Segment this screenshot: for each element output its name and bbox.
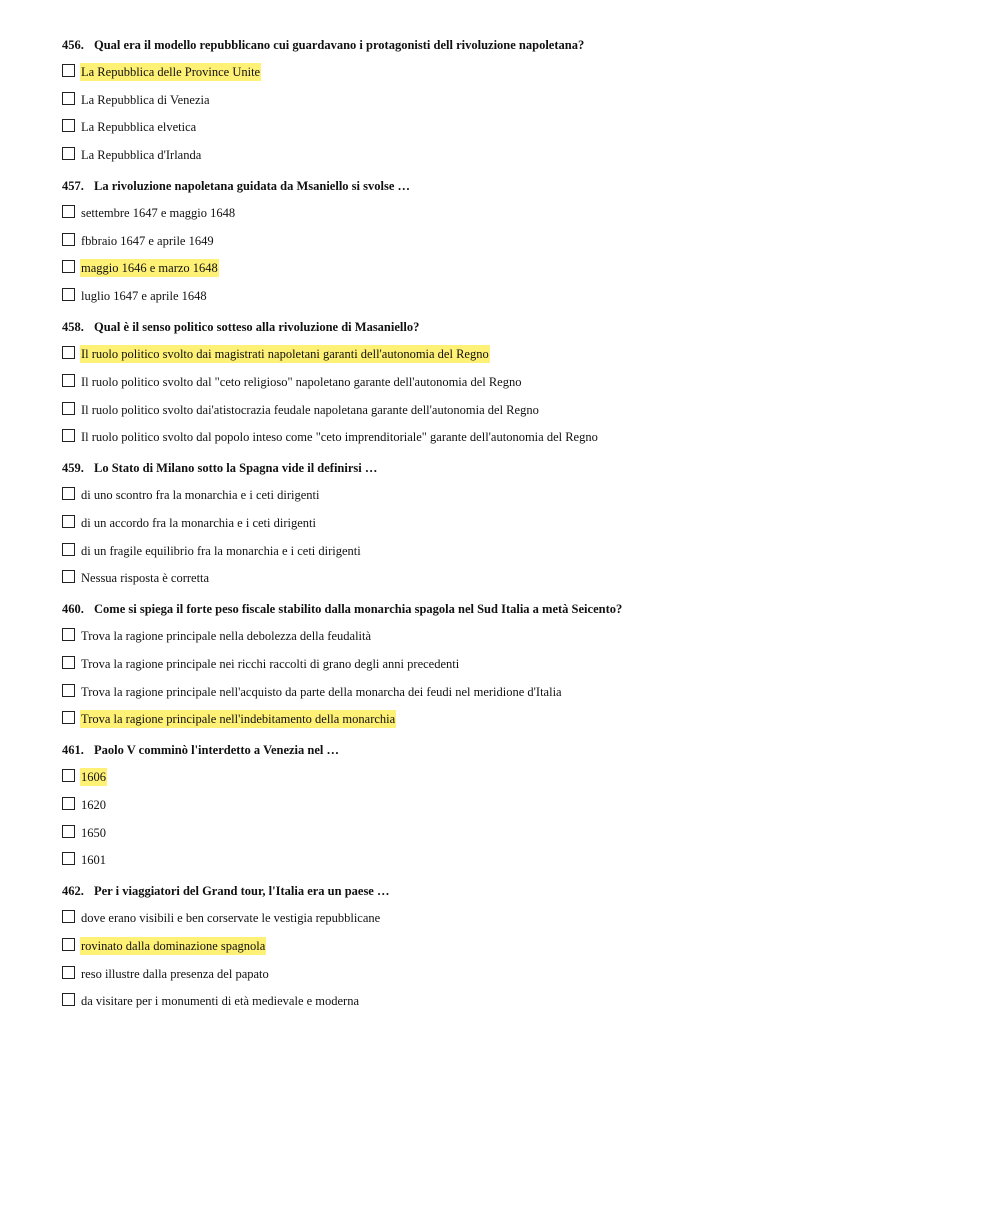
answer-text: Il ruolo politico svolto dai'atistocrazia feudale napoletana garante dell'autonomia del Regno [81, 402, 539, 417]
answer-text: 1650 [81, 825, 106, 840]
question-title [62, 36, 962, 54]
answer-text: 1601 [81, 853, 106, 868]
answer-text: settembre 1647 e maggio 1648 [81, 206, 236, 221]
answer-checkbox[interactable] [62, 938, 75, 951]
answer-option[interactable] [62, 851, 962, 869]
answer-option[interactable] [62, 965, 962, 983]
question-number: 457. [62, 179, 84, 194]
answer-option[interactable] [62, 373, 962, 391]
answer-checkbox[interactable] [62, 910, 75, 923]
answer-text: Trova la ragione principale nei ricchi raccolti di grano degli anni precedenti [81, 656, 460, 671]
answer-checkbox[interactable] [62, 515, 75, 528]
question-number: 462. [62, 884, 84, 899]
answer-option[interactable] [62, 63, 962, 81]
answer-text: Il ruolo politico svolto dal "ceto religioso" napoletano garante dell'autonomia del Regno [81, 374, 522, 389]
answer-option[interactable] [62, 796, 962, 814]
answer-text-highlighted: 1606 [81, 770, 106, 785]
answer-text-highlighted: Trova la ragione principale nell'indebitamento della monarchia [81, 712, 396, 727]
answer-option[interactable] [62, 768, 962, 786]
question-number: 459. [62, 461, 84, 476]
answer-text: di uno scontro fra la monarchia e i ceti dirigenti [81, 488, 320, 503]
answer-checkbox[interactable] [62, 429, 75, 442]
answer-checkbox[interactable] [62, 656, 75, 669]
answer-text: Trova la ragione principale nell'acquisto da parte della monarcha dei feudi nel meridione d'Italia [81, 684, 562, 699]
answer-text: 1620 [81, 798, 106, 812]
answer-checkbox[interactable] [62, 570, 75, 583]
question-block [62, 177, 962, 305]
answer-checkbox[interactable] [62, 374, 75, 387]
question-title [62, 459, 962, 477]
answer-checkbox[interactable] [62, 487, 75, 500]
answer-option[interactable] [62, 204, 962, 222]
answer-option[interactable] [62, 569, 962, 587]
answer-checkbox[interactable] [62, 260, 75, 273]
answer-text: Trova la ragione principale nella debolezza della feudalità [81, 629, 372, 644]
answer-checkbox[interactable] [62, 966, 75, 979]
answer-option[interactable] [62, 627, 962, 645]
answer-text: fbbraio 1647 e aprile 1649 [81, 233, 214, 248]
question-title [62, 882, 962, 900]
answer-option[interactable] [62, 937, 962, 955]
question-text: Come si spiega il forte peso fiscale stabilito dalla monarchia spagola nel Sud Italia a metà Seicento? [94, 602, 623, 617]
answer-text: da visitare per i monumenti di età medievale e moderna [81, 994, 360, 1009]
answer-checkbox[interactable] [62, 147, 75, 160]
answer-option[interactable] [62, 401, 962, 419]
answer-checkbox[interactable] [62, 288, 75, 301]
answer-text: Il ruolo politico svolto dal popolo inteso come "ceto imprenditoriale" garante dell'autonomia del Regno [81, 430, 598, 445]
answer-checkbox[interactable] [62, 205, 75, 218]
answer-option[interactable] [62, 683, 962, 701]
answer-checkbox[interactable] [62, 769, 75, 782]
answer-option[interactable] [62, 655, 962, 673]
answer-option[interactable] [62, 428, 962, 446]
answer-checkbox[interactable] [62, 825, 75, 838]
question-text: Qual è il senso politico sotteso alla rivoluzione di Masaniello? [94, 320, 420, 335]
question-title [62, 177, 962, 195]
answer-text: luglio 1647 e aprile 1648 [81, 289, 207, 304]
quiz-page [62, 36, 962, 1020]
answer-checkbox[interactable] [62, 233, 75, 246]
answer-option[interactable] [62, 909, 962, 927]
answer-option[interactable] [62, 345, 962, 363]
answer-option[interactable] [62, 514, 962, 532]
question-text: Paolo V comminò l'interdetto a Venezia nel … [94, 743, 340, 758]
question-block [62, 459, 962, 587]
answer-option[interactable] [62, 259, 962, 277]
answer-checkbox[interactable] [62, 852, 75, 865]
question-block [62, 36, 962, 164]
question-number: 458. [62, 320, 84, 335]
answer-text: dove erano visibili e ben corservate le vestigia repubblicane [81, 911, 381, 926]
answer-checkbox[interactable] [62, 684, 75, 697]
answer-option[interactable] [62, 232, 962, 250]
answer-text: Nessua risposta è corretta [81, 571, 210, 586]
answer-option[interactable] [62, 542, 962, 560]
question-number: 460. [62, 602, 84, 617]
question-block [62, 741, 962, 869]
answer-text-highlighted: rovinato dalla dominazione spagnola [81, 939, 266, 954]
answer-checkbox[interactable] [62, 543, 75, 556]
question-title [62, 741, 962, 759]
answer-text-highlighted: Il ruolo politico svolto dai magistrati napoletani garanti dell'autonomia del Regno [81, 347, 489, 362]
question-title [62, 600, 962, 618]
question-text: Qual era il modello repubblicano cui guardavano i protagonisti dell rivoluzione napoletana? [94, 38, 585, 52]
question-block [62, 600, 962, 728]
question-text: La rivoluzione napoletana guidata da Msaniello si svolse … [94, 179, 411, 194]
question-title [62, 318, 962, 336]
question-text: Per i viaggiatori del Grand tour, l'Italia era un paese … [94, 884, 390, 899]
answer-option[interactable] [62, 146, 962, 164]
question-number: 461. [62, 743, 84, 758]
answer-checkbox[interactable] [62, 993, 75, 1006]
question-block [62, 318, 962, 446]
question-number: 456. [62, 38, 84, 52]
answer-text: reso illustre dalla presenza del papato [81, 966, 269, 981]
question-block [62, 882, 962, 1010]
answer-checkbox[interactable] [62, 628, 75, 641]
answer-text: La Repubblica elvetica [81, 120, 197, 135]
answer-option[interactable] [62, 118, 962, 136]
answer-checkbox[interactable] [62, 797, 75, 810]
answer-option[interactable] [62, 486, 962, 504]
answer-option[interactable] [62, 992, 962, 1010]
answer-text: di un accordo fra la monarchia e i ceti dirigenti [81, 515, 316, 530]
answer-text-highlighted: La Repubblica delle Province Unite [81, 65, 261, 79]
answer-option[interactable] [62, 91, 962, 109]
answer-checkbox[interactable] [62, 711, 75, 724]
answer-checkbox[interactable] [62, 64, 75, 77]
answer-text: di un fragile equilibrio fra la monarchia e i ceti dirigenti [81, 543, 361, 558]
answer-option[interactable] [62, 287, 962, 305]
answer-option[interactable] [62, 710, 962, 728]
answer-text-highlighted: maggio 1646 e marzo 1648 [81, 261, 218, 276]
answer-checkbox[interactable] [62, 346, 75, 359]
answer-checkbox[interactable] [62, 92, 75, 105]
question-text: Lo Stato di Milano sotto la Spagna vide il definirsi … [94, 461, 378, 476]
answer-text: La Repubblica d'Irlanda [81, 148, 202, 163]
answer-text: La Repubblica di Venezia [81, 92, 210, 107]
answer-option[interactable] [62, 824, 962, 842]
answer-checkbox[interactable] [62, 402, 75, 415]
answer-checkbox[interactable] [62, 119, 75, 132]
